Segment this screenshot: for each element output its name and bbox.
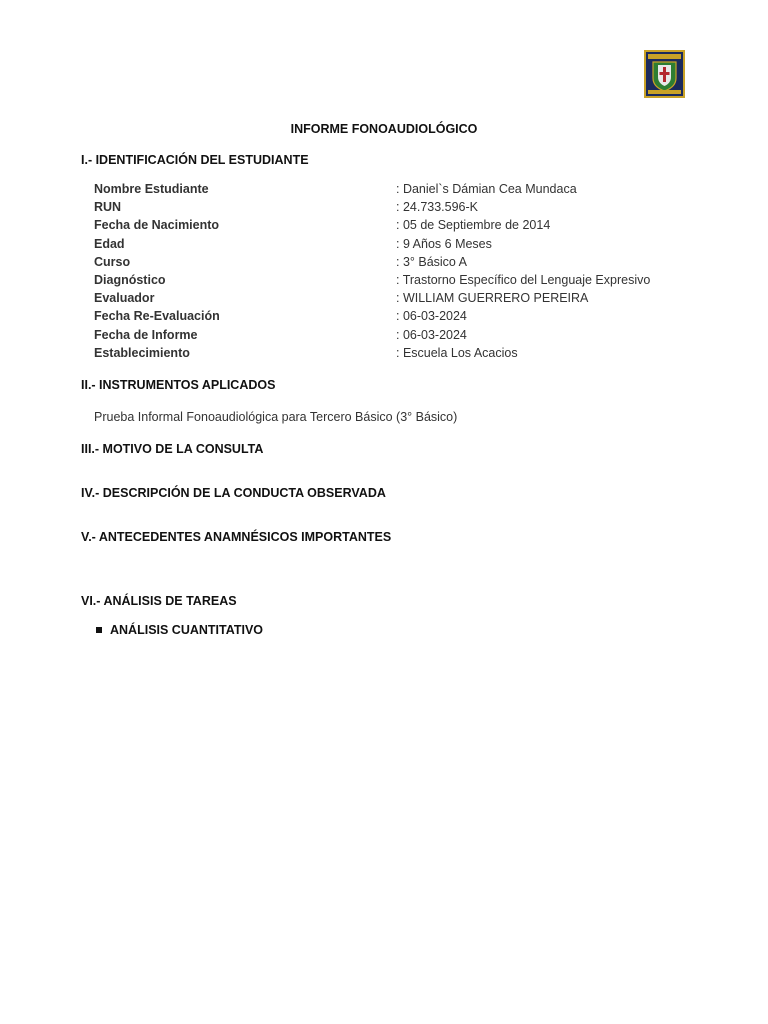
- school-crest-icon: [644, 50, 685, 98]
- list-item-label: ANÁLISIS CUANTITATIVO: [110, 623, 264, 637]
- info-label: Fecha Re-Evaluación: [94, 309, 220, 324]
- info-value: : 24.733.596-K: [396, 200, 479, 215]
- info-value: : Daniel`s Dámian Cea Mundaca: [396, 182, 577, 196]
- info-value: : 9 Años 6 Meses: [396, 236, 492, 251]
- section-heading-antecedentes: V.- ANTECEDENTES ANAMNÉSICOS IMPORTANTES: [81, 530, 392, 544]
- info-label: Curso: [94, 254, 131, 269]
- info-row-fecha-nacimiento: [94, 218, 694, 236]
- info-label: Nombre Estudiante: [94, 182, 209, 196]
- info-row-establecimiento: [94, 346, 694, 364]
- document-title: INFORME FONOAUDIOLÓGICO: [290, 122, 478, 136]
- info-label: Edad: [94, 236, 125, 251]
- info-label: RUN: [94, 200, 122, 215]
- info-row-run: [94, 200, 694, 218]
- info-label: Fecha de Informe: [94, 327, 198, 342]
- info-value: : Trastorno Específico del Lenguaje Expresivo: [396, 272, 651, 287]
- info-label: Establecimiento: [94, 345, 190, 360]
- section-heading-motivo: III.- MOTIVO DE LA CONSULTA: [81, 442, 264, 456]
- section-heading-instrumentos: II.- INSTRUMENTOS APLICADOS: [81, 378, 276, 392]
- info-value: : 06-03-2024: [396, 327, 467, 342]
- info-value: : 05 de Septiembre de 2014: [396, 218, 551, 233]
- info-value: : 06-03-2024: [396, 309, 467, 324]
- info-label: Diagnóstico: [94, 272, 166, 287]
- info-row-evaluador: [94, 291, 694, 309]
- section-heading-identificacion: I.- IDENTIFICACIÓN DEL ESTUDIANTE: [81, 153, 309, 167]
- info-row-fecha-informe: [94, 328, 694, 346]
- info-row-nombre: [94, 182, 694, 200]
- instrumentos-text: Prueba Informal Fonoaudiológica para Tercero Básico (3° Básico): [94, 410, 458, 424]
- info-value: : WILLIAM GUERRERO PEREIRA: [396, 291, 589, 306]
- info-value: : 3° Básico A: [396, 254, 468, 269]
- student-info-table: [94, 182, 694, 364]
- square-bullet-icon: [96, 627, 102, 633]
- section-heading-descripcion: IV.- DESCRIPCIÓN DE LA CONDUCTA OBSERVADA: [81, 486, 386, 500]
- info-row-edad: [94, 237, 694, 255]
- list-item-analisis-cuantitativo: [96, 623, 263, 637]
- info-label: Evaluador: [94, 291, 155, 306]
- info-value: : Escuela Los Acacios: [396, 345, 518, 360]
- info-row-diagnostico: [94, 273, 694, 291]
- info-row-fecha-reevaluacion: [94, 309, 694, 327]
- section-heading-analisis: VI.- ANÁLISIS DE TAREAS: [81, 594, 237, 608]
- info-label: Fecha de Nacimiento: [94, 218, 220, 233]
- info-row-curso: [94, 255, 694, 273]
